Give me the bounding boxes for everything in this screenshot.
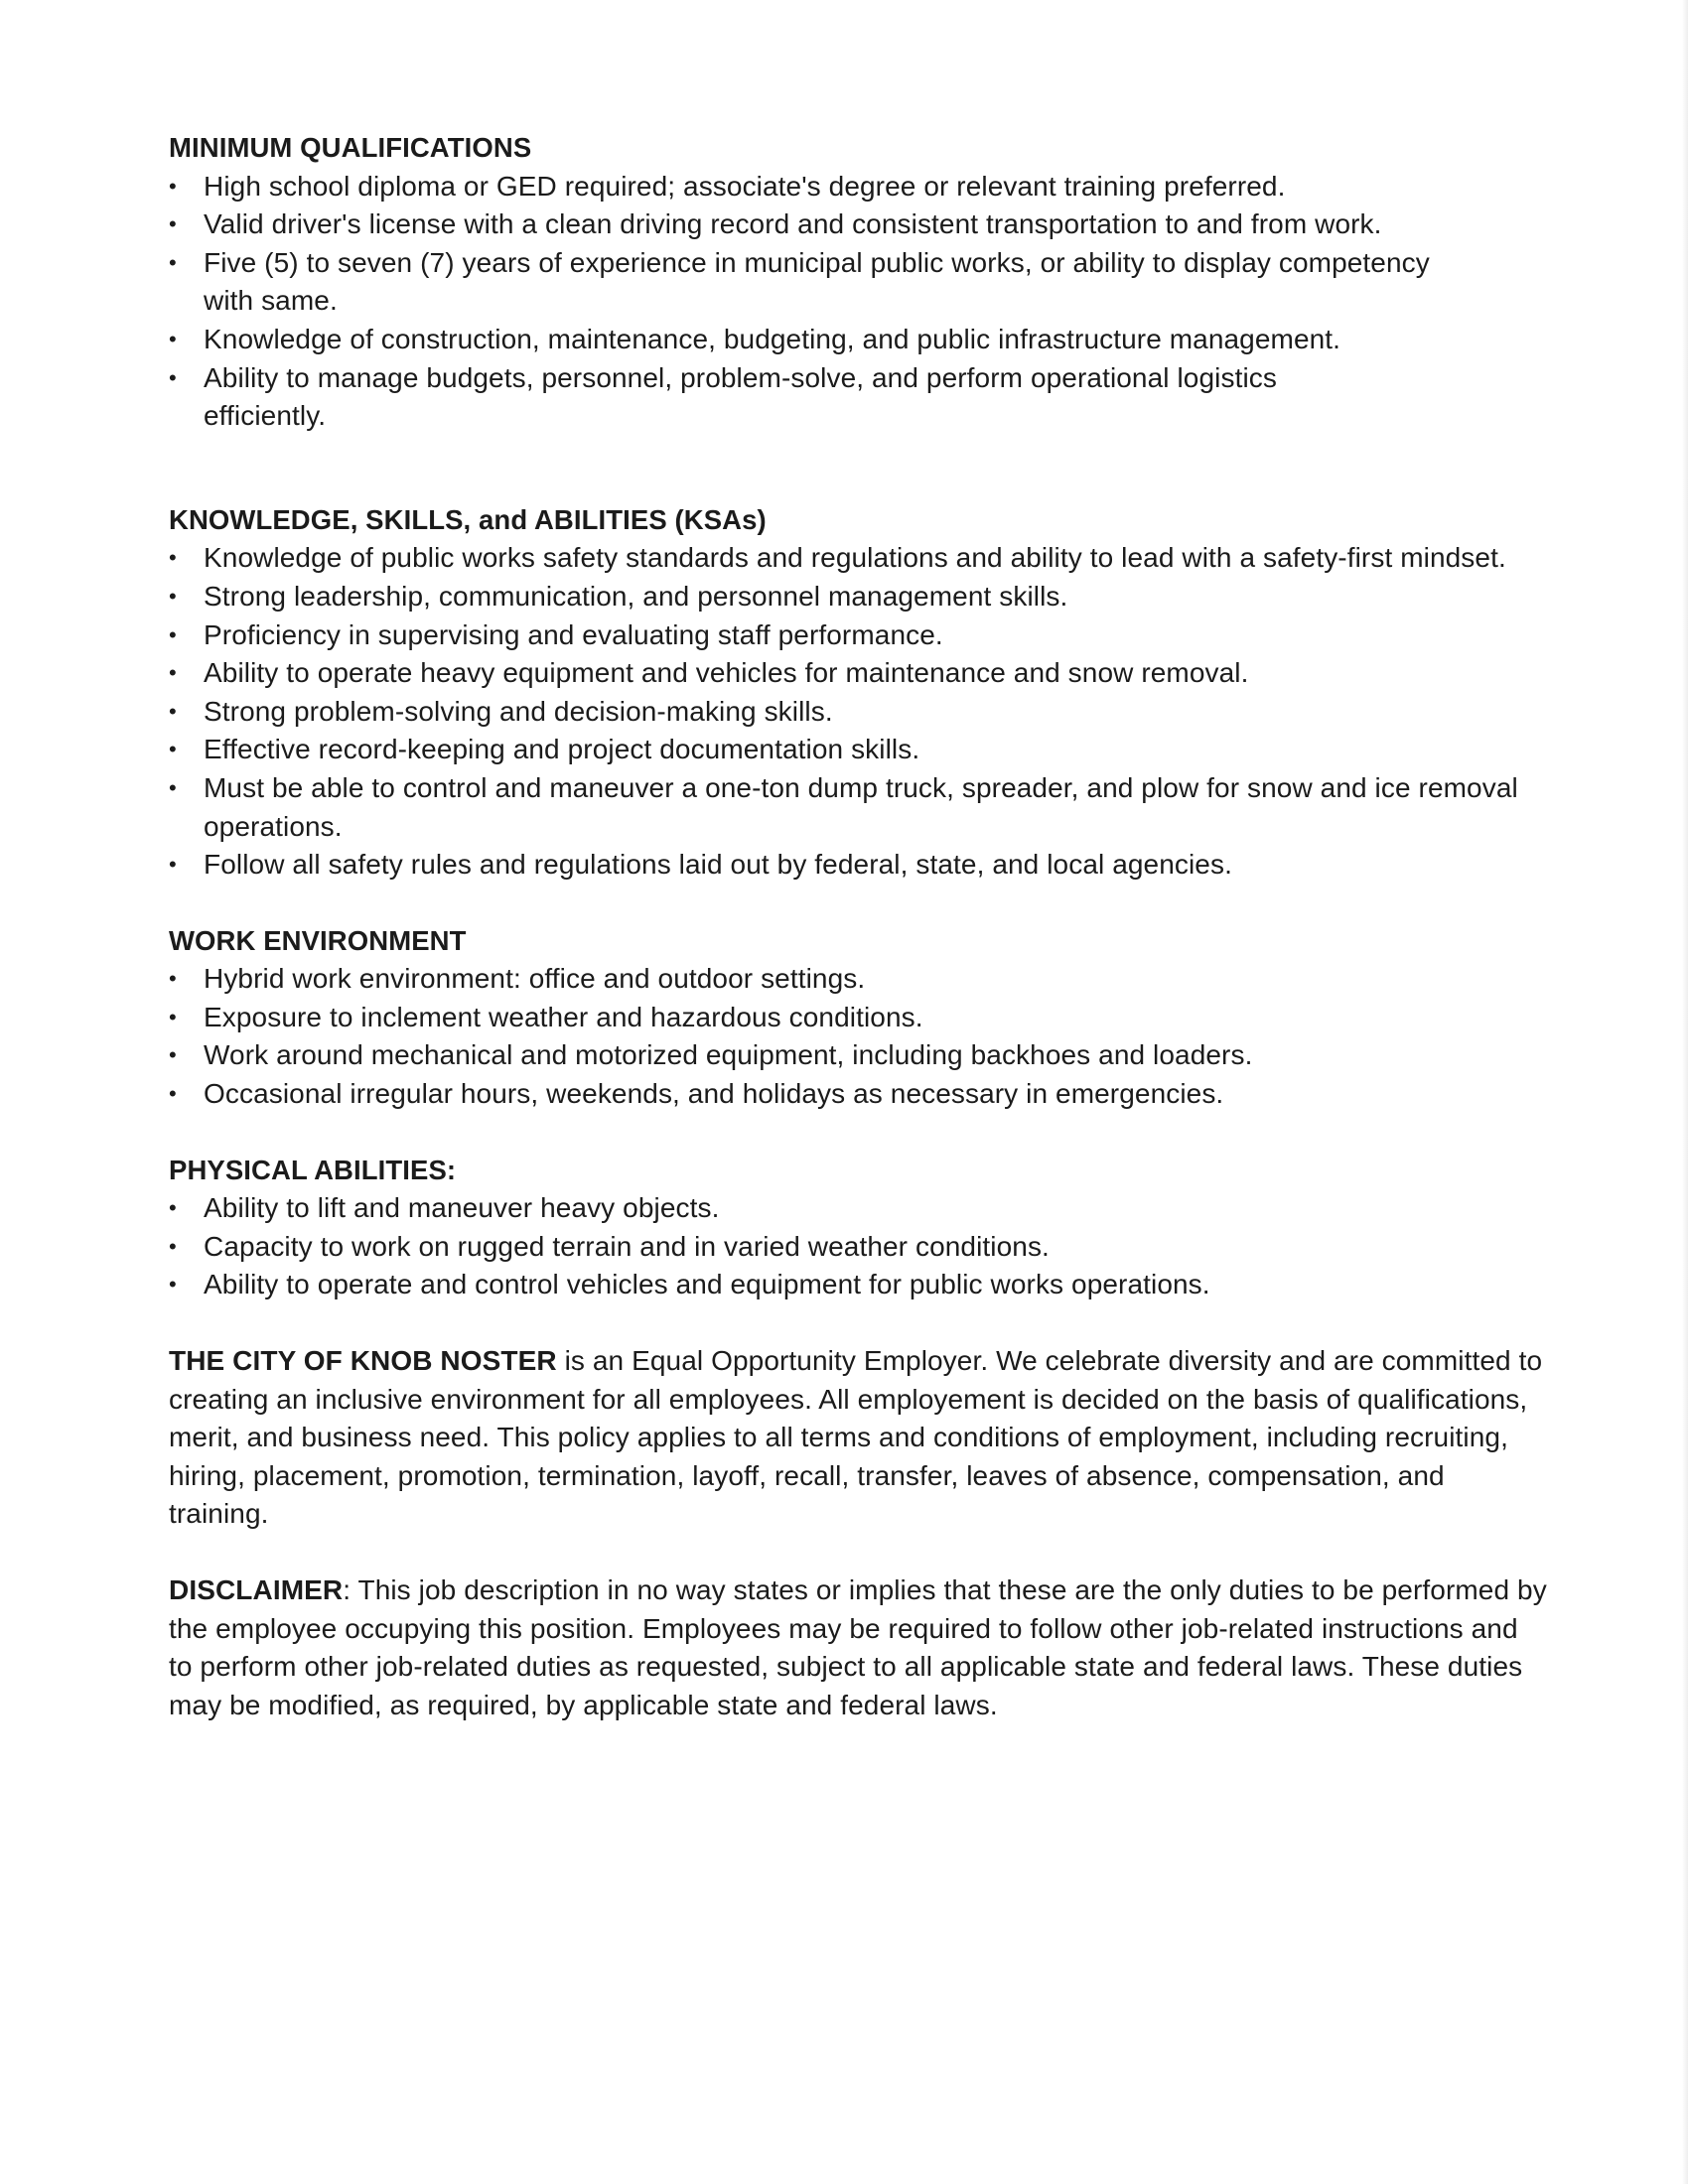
eeo-lead: THE CITY OF KNOB NOSTER [169, 1345, 557, 1377]
list-item: • Capacity to work on rugged terrain and in varied weather conditions. [169, 1228, 1549, 1267]
work-environment-list [169, 960, 1549, 1113]
list-item: • Must be able to control and maneuver a one-ton dump truck, spreader, and plow for snow and ice removal operations. [169, 769, 1549, 846]
list-item: • Occasional irregular hours, weekends, and holidays as necessary in emergencies. [169, 1075, 1549, 1114]
list-item: • Ability to manage budgets, personnel, problem-solve, and perform operational logistics efficiently. [169, 359, 1549, 436]
list-item: • Ability to operate and control vehicles and equipment for public works operations. [169, 1266, 1549, 1304]
list-item: • Work around mechanical and motorized equipment, including backhoes and loaders. [169, 1036, 1549, 1075]
list-item: • Ability to lift and maneuver heavy objects. [169, 1189, 1549, 1228]
ksas-section [169, 501, 1549, 885]
list-item: • Exposure to inclement weather and hazardous conditions. [169, 999, 1549, 1037]
list-item: • Strong leadership, communication, and personnel management skills. [169, 578, 1549, 616]
list-item: • Knowledge of construction, maintenance, budgeting, and public infrastructure management. [169, 321, 1549, 359]
list-item: • High school diploma or GED required; associate's degree or relevant training preferred. [169, 168, 1549, 206]
list-item: • Proficiency in supervising and evaluating staff performance. [169, 616, 1549, 655]
list-item: • Strong problem-solving and decision-making skills. [169, 693, 1549, 732]
physical-abilities-heading: PHYSICAL ABILITIES: [169, 1154, 457, 1185]
minimum-qualifications-heading: MINIMUM QUALIFICATIONS [169, 132, 532, 163]
minimum-qualifications-list [169, 168, 1549, 436]
work-environment-heading: WORK ENVIRONMENT [169, 924, 467, 956]
scan-edge [1682, 0, 1688, 2184]
disclaimer-statement [169, 1571, 1549, 1724]
eeo-statement [169, 1342, 1549, 1534]
list-item: • Effective record-keeping and project documentation skills. [169, 731, 1549, 769]
work-environment-section [169, 922, 1549, 1114]
list-item: • Ability to operate heavy equipment and vehicles for maintenance and snow removal. [169, 654, 1549, 693]
list-item: • Knowledge of public works safety standards and regulations and ability to lead with a safety-first mindset. [169, 539, 1549, 578]
minimum-qualifications-section [169, 129, 1549, 436]
physical-abilities-list [169, 1189, 1549, 1304]
document-page [169, 129, 1549, 1724]
ksas-list [169, 539, 1549, 884]
disclaimer-text: : This job description in no way states or implies that these are the only duties to be performed by the employee occupying this position. Employees may be required to follow other job-related instructions and to perform other job-related duties as requested, subject to all applicable state and federal laws. These duties may be modified, as required, by applicable state and federal laws. [169, 1574, 1547, 1720]
physical-abilities-section [169, 1152, 1549, 1304]
list-item: • Follow all safety rules and regulations laid out by federal, state, and local agencies. [169, 846, 1549, 885]
list-item: • Five (5) to seven (7) years of experience in municipal public works, or ability to display competency with same. [169, 244, 1549, 321]
eeo-text: is an Equal Opportunity Employer. We celebrate diversity and are committed to creating an inclusive environment for all employees. All employement is decided on the basis of qualifications, merit, and business need. This policy applies to all terms and conditions of employment, including recruiting, hiring, placement, promotion, termination, layoff, recall, transfer, leaves of absence, compensation, and training. [169, 1345, 1543, 1530]
list-item: • Valid driver's license with a clean driving record and consistent transportation to and from work. [169, 205, 1549, 244]
ksas-heading: KNOWLEDGE, SKILLS, and ABILITIES (KSAs) [169, 503, 767, 535]
disclaimer-lead: DISCLAIMER [169, 1574, 344, 1605]
list-item: • Hybrid work environment: office and outdoor settings. [169, 960, 1549, 999]
